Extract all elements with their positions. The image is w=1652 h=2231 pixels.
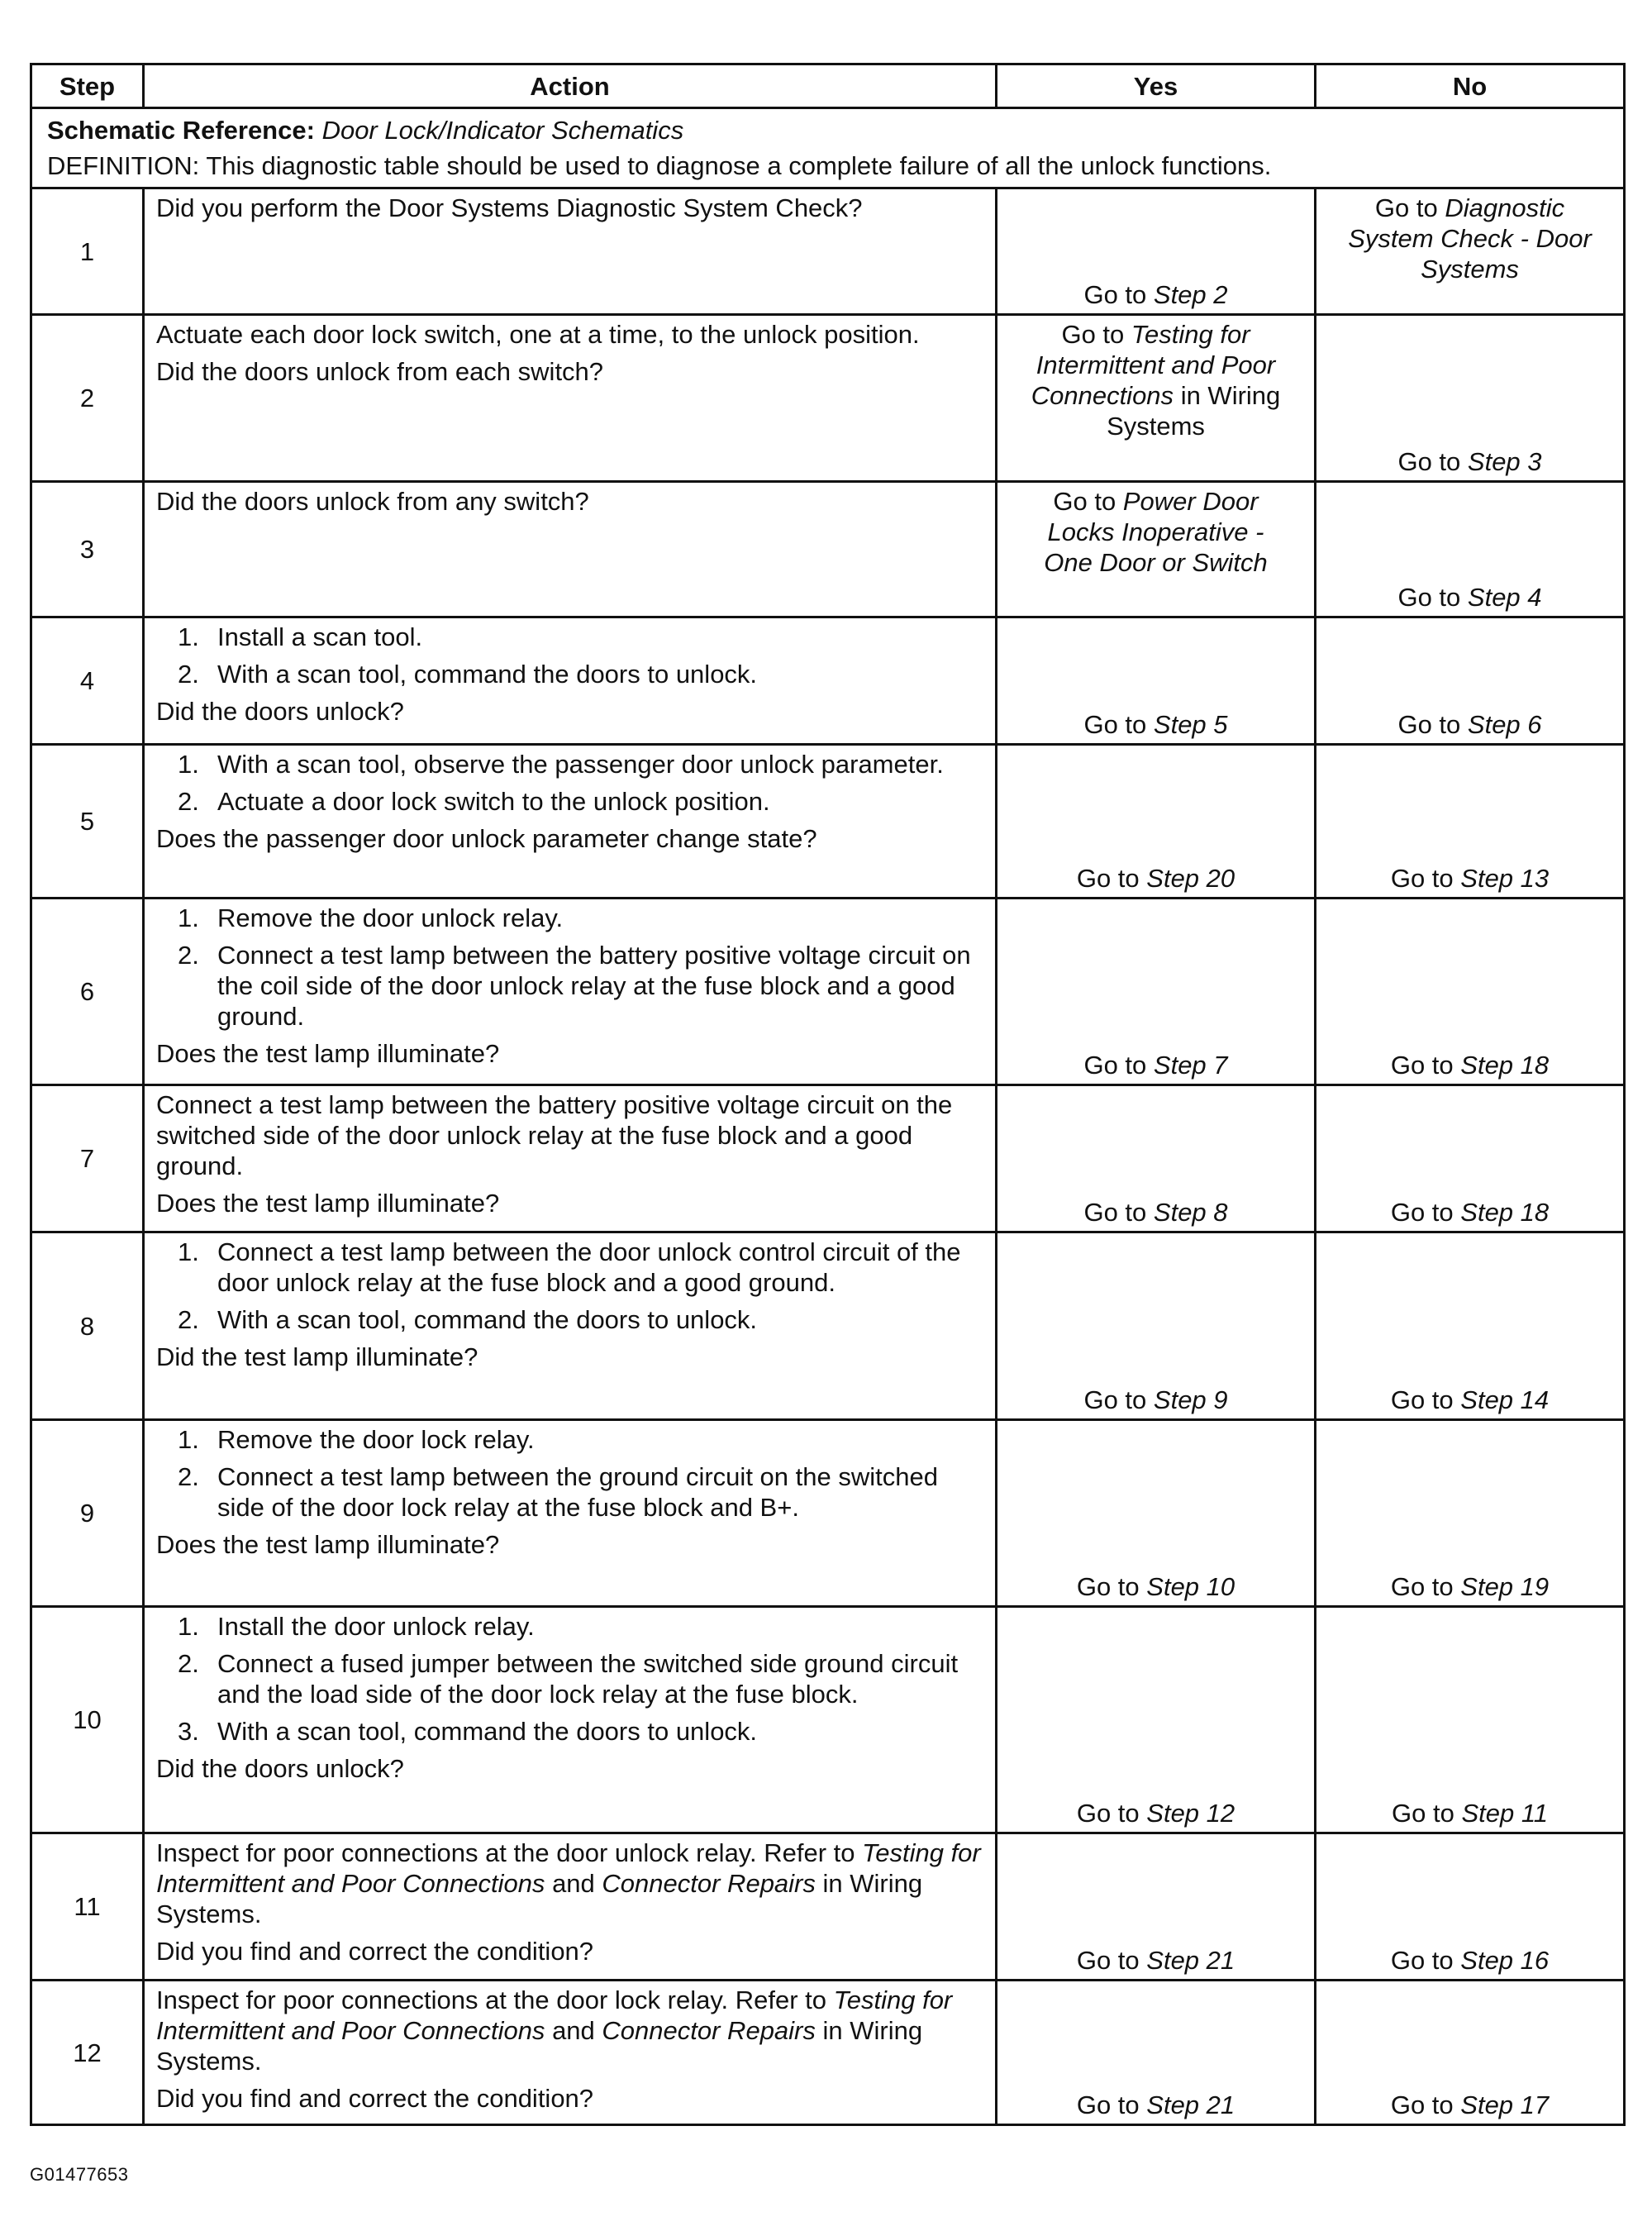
action-cell [144, 1981, 997, 2125]
sub-step: 2. Connect a test lamp between the battery positive voltage circuit on the coil side of the door unlock relay at the fuse block and a good ground. [178, 941, 971, 1031]
no-step-link[interactable]: Step 6 [1467, 710, 1542, 739]
header-row [31, 64, 1625, 108]
question-text: Does the test lamp illuminate? [156, 1189, 500, 1218]
go-to-label: Go to [1076, 2090, 1140, 2119]
go-to-label: Go to [1390, 2090, 1454, 2119]
yes-cell [997, 1232, 1316, 1420]
figure-id: G01477653 [30, 2164, 129, 2185]
question-text: Did you find and correct the condition? [156, 1937, 594, 1966]
action-cell [144, 745, 997, 899]
sub-step: 1. Install the door unlock relay. [178, 1612, 535, 1641]
go-to-label: Go to [1390, 1572, 1454, 1601]
question-text: Does the test lamp illuminate? [156, 1039, 500, 1068]
action-cell [144, 482, 997, 617]
question-text: Did the doors unlock? [156, 1754, 404, 1783]
yes-step-link[interactable]: Step 21 [1146, 2090, 1235, 2119]
question-text: Did you perform the Door Systems Diagnostic System Check? [156, 193, 863, 222]
yes-cell [997, 188, 1316, 315]
yes-step-link[interactable]: Step 21 [1146, 1946, 1235, 1975]
step-number: 10 [31, 1607, 144, 1833]
no-cell [1316, 315, 1625, 482]
table-row [31, 1833, 1625, 1981]
no-step-link[interactable]: Step 16 [1460, 1946, 1550, 1975]
sub-step: 1. Connect a test lamp between the door unlock control circuit of the door unlock relay at the fuse block and a good ground. [178, 1237, 961, 1297]
go-to-label: Go to [1076, 1572, 1140, 1601]
yes-cell [997, 617, 1316, 745]
go-to-label: Go to [1076, 1799, 1140, 1828]
go-to-label: Go to [1053, 487, 1116, 516]
no-step-link[interactable]: Step 3 [1467, 447, 1542, 476]
table-row [31, 1420, 1625, 1607]
go-to-label: Go to [1391, 1799, 1454, 1828]
sub-step: 2. Connect a fused jumper between the switched side ground circuit and the load side of the door lock relay at the fuse block. [178, 1649, 959, 1709]
yes-step-link[interactable]: Step 7 [1153, 1051, 1228, 1080]
sub-step: 2. With a scan tool, command the doors to unlock. [178, 660, 758, 689]
go-to-label: Go to [1076, 1946, 1140, 1975]
action-cell [144, 1085, 997, 1232]
instruction-text: Inspect for poor connections at the door lock relay. Refer to Testing for Intermittent and Poor Connections and Connector Repairs in Wiring Systems. [156, 1985, 953, 2076]
no-step-link[interactable]: Step 11 [1461, 1799, 1549, 1828]
yes-step-link[interactable]: Step 20 [1146, 864, 1235, 893]
yes-step-link[interactable]: Step 9 [1153, 1385, 1228, 1414]
go-to-label: Go to [1390, 1385, 1454, 1414]
no-step-link[interactable]: Step 18 [1460, 1198, 1550, 1227]
no-cell [1316, 1833, 1625, 1981]
sub-step: 2. With a scan tool, command the doors to unlock. [178, 1305, 758, 1334]
go-to-label: Go to [1076, 864, 1140, 893]
go-to-label: Go to [1397, 710, 1461, 739]
go-to-label: Go to [1083, 1385, 1147, 1414]
reference-link[interactable]: Connector Repairs [602, 2016, 816, 2045]
sub-step: 1. Remove the door unlock relay. [178, 903, 564, 932]
table-row [31, 745, 1625, 899]
go-to-label: Go to [1397, 447, 1461, 476]
yes-cell [997, 1085, 1316, 1232]
table-row [31, 1232, 1625, 1420]
question-text: Did you find and correct the condition? [156, 2084, 594, 2113]
question-text: Did the doors unlock? [156, 697, 404, 726]
go-to-label: Go to [1397, 583, 1461, 612]
no-cell [1316, 1607, 1625, 1833]
action-cell [144, 1232, 997, 1420]
step-number: 8 [31, 1232, 144, 1420]
schematic-reference [47, 112, 1608, 148]
table-row [31, 188, 1625, 315]
yes-reference-tail: in Wiring Systems [1107, 381, 1281, 441]
go-to-label: Go to [1390, 864, 1454, 893]
yes-cell [997, 899, 1316, 1085]
table-row [31, 1981, 1625, 2125]
table-row [31, 899, 1625, 1085]
no-step-link[interactable]: Step 14 [1460, 1385, 1550, 1414]
no-cell [1316, 617, 1625, 745]
yes-cell [997, 482, 1316, 617]
yes-cell [997, 1607, 1316, 1833]
sub-step: 1. Install a scan tool. [178, 622, 423, 651]
step-number: 12 [31, 1981, 144, 2125]
yes-cell [997, 315, 1316, 482]
no-cell [1316, 1420, 1625, 1607]
action-cell [144, 899, 997, 1085]
sub-step: 1. With a scan tool, observe the passenger door unlock parameter. [178, 750, 944, 779]
reference-cell [31, 108, 1625, 188]
instruction-text: Inspect for poor connections at the door unlock relay. Refer to Testing for Intermittent and Poor Connections and Connector Repairs in Wiring Systems. [156, 1838, 981, 1928]
yes-cell [997, 1420, 1316, 1607]
go-to-label: Go to [1083, 280, 1147, 309]
question-text: Did the doors unlock from any switch? [156, 487, 589, 516]
table-row [31, 315, 1625, 482]
action-cell [144, 1420, 997, 1607]
yes-reference-link[interactable]: Power Door Locks Inoperative - One Door or Switch [1044, 487, 1268, 577]
yes-step-link[interactable]: Step 5 [1153, 710, 1228, 739]
yes-cell [997, 1981, 1316, 2125]
no-step-link[interactable]: Step 4 [1467, 583, 1542, 612]
step-number: 9 [31, 1420, 144, 1607]
no-step-link[interactable]: Step 18 [1460, 1051, 1550, 1080]
diagnostic-table [30, 63, 1626, 2126]
yes-reference-link[interactable]: Testing for Intermittent and Poor Connections [1031, 320, 1276, 410]
no-step-link[interactable]: Step 13 [1460, 864, 1550, 893]
go-to-label: Go to [1061, 320, 1125, 349]
no-cell [1316, 1232, 1625, 1420]
reference-link[interactable]: Testing for Intermittent and Poor Connections [156, 1985, 953, 2045]
go-to-label: Go to [1390, 1051, 1454, 1080]
step-number: 4 [31, 617, 144, 745]
reference-row [31, 108, 1625, 188]
no-cell [1316, 482, 1625, 617]
definition-text: DEFINITION: This diagnostic table should be used to diagnose a complete failure of all the unlock functions. [47, 151, 1272, 180]
step-number: 11 [31, 1833, 144, 1981]
no-step-link[interactable]: Step 17 [1460, 2090, 1550, 2119]
sub-step: 2. Connect a test lamp between the ground circuit on the switched side of the door lock relay at the fuse block and B+. [178, 1462, 938, 1522]
yes-step-link[interactable]: Step 10 [1146, 1572, 1235, 1601]
question-text: Did the test lamp illuminate? [156, 1342, 478, 1371]
step-number: 1 [31, 188, 144, 315]
go-to-label: Go to [1390, 1946, 1454, 1975]
no-cell [1316, 745, 1625, 899]
step-number: 2 [31, 315, 144, 482]
schematic-reference-link[interactable]: Door Lock/Indicator Schematics [321, 116, 684, 145]
schematic-reference-label: Schematic Reference: [47, 116, 315, 145]
question-text: Does the test lamp illuminate? [156, 1530, 500, 1559]
no-cell [1316, 1085, 1625, 1232]
go-to-label: Go to [1083, 1051, 1147, 1080]
header-yes: Yes [997, 64, 1316, 108]
yes-step-link[interactable]: Step 2 [1153, 280, 1228, 309]
header-action: Action [144, 64, 997, 108]
step-number: 3 [31, 482, 144, 617]
step-number: 5 [31, 745, 144, 899]
instruction-text: Actuate each door lock switch, one at a time, to the unlock position. [156, 320, 920, 349]
question-text: Does the passenger door unlock parameter change state? [156, 824, 817, 853]
step-number: 6 [31, 899, 144, 1085]
go-to-label: Go to [1083, 1198, 1147, 1227]
table-row [31, 617, 1625, 745]
action-cell [144, 1833, 997, 1981]
yes-cell [997, 745, 1316, 899]
sub-step: 1. Remove the door lock relay. [178, 1425, 535, 1454]
reference-link[interactable]: Connector Repairs [602, 1869, 816, 1898]
header-no: No [1316, 64, 1625, 108]
yes-step-link[interactable]: Step 12 [1146, 1799, 1235, 1828]
no-step-link[interactable]: Step 19 [1460, 1572, 1550, 1601]
question-text: Did the doors unlock from each switch? [156, 357, 604, 386]
yes-cell [997, 1833, 1316, 1981]
no-cell [1316, 899, 1625, 1085]
yes-step-link[interactable]: Step 8 [1153, 1198, 1228, 1227]
go-to-label: Go to [1374, 193, 1438, 222]
sub-step: 2. Actuate a door lock switch to the unlock position. [178, 787, 770, 816]
go-to-label: Go to [1083, 710, 1147, 739]
table-row [31, 482, 1625, 617]
action-cell [144, 617, 997, 745]
action-cell [144, 315, 997, 482]
go-to-label: Go to [1390, 1198, 1454, 1227]
sub-step: 3. With a scan tool, command the doors to unlock. [178, 1717, 758, 1746]
no-cell [1316, 1981, 1625, 2125]
table-row [31, 1085, 1625, 1232]
no-cell [1316, 188, 1625, 315]
table-row [31, 1607, 1625, 1833]
step-number: 7 [31, 1085, 144, 1232]
header-step: Step [31, 64, 144, 108]
action-cell [144, 188, 997, 315]
no-reference-link[interactable]: Diagnostic System Check - Door Systems [1348, 193, 1592, 284]
reference-link[interactable]: Testing for Intermittent and Poor Connections [156, 1838, 981, 1898]
instruction-text: Connect a test lamp between the battery positive voltage circuit on the switched side of the door unlock relay at the fuse block and a good ground. [156, 1090, 953, 1180]
action-cell [144, 1607, 997, 1833]
